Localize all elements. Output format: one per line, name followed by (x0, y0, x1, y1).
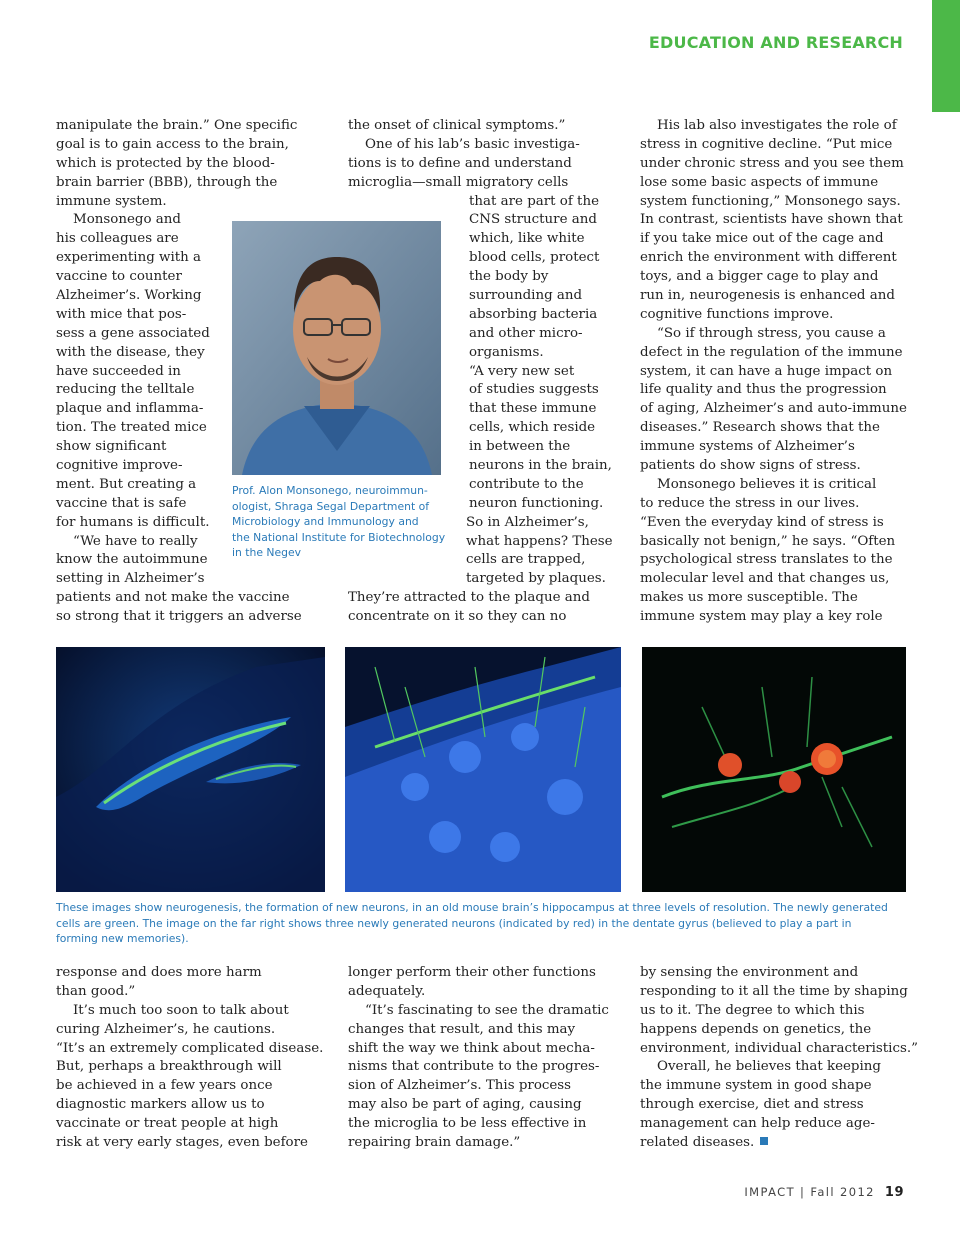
text-line: the body by (469, 269, 549, 285)
images-caption (56, 900, 906, 947)
text-line: system functioning,” Monsonego says. (640, 193, 901, 209)
text-line: vaccine to counter (56, 269, 182, 285)
text-line: immune system. (56, 193, 167, 209)
text-line: makes us more susceptible. The (640, 590, 858, 606)
text-line: may also be part of aging, causing (348, 1097, 582, 1113)
text-line: management can help reduce age- (640, 1116, 875, 1132)
text-line: molecular level and that changes us, (640, 571, 890, 587)
text-line: plaque and inflamma- (56, 401, 204, 417)
text-line: immune system may play a key role (640, 609, 883, 625)
text-line: In contrast, scientists have shown that (640, 212, 903, 228)
text-line: “We have to really (73, 533, 198, 549)
text-line: his colleagues are (56, 231, 179, 247)
text-line: “Even the everyday kind of stress is (640, 514, 884, 530)
text-line: concentrate on it so they can no (348, 609, 567, 625)
text-line: us to it. The degree to which this (640, 1002, 865, 1018)
article-column-3-bottom (640, 964, 918, 1153)
article-column-3-top (640, 117, 910, 627)
text-line: run in, neurogenesis is enhanced and (640, 288, 895, 304)
text-line: contribute to the (469, 476, 584, 492)
text-line: neuron functioning. (469, 495, 604, 511)
text-line: repairing brain damage.” (348, 1135, 521, 1151)
text-line: They’re attracted to the plaque and (348, 590, 590, 606)
text-line: show significant (56, 439, 167, 455)
text-line: related diseases. (640, 1134, 910, 1153)
caption-line: the National Institute for Biotechnology (232, 530, 446, 544)
text-line: organisms. (469, 344, 544, 360)
portrait-caption (232, 483, 447, 561)
text-line: to reduce the stress in our lives. (640, 495, 860, 511)
text-line: patients do show signs of stress. (640, 458, 861, 474)
microscopy-image-high-resolution (642, 647, 906, 892)
text-line: of aging, Alzheimer’s and auto-immune (640, 401, 907, 417)
text-line: But, perhaps a breakthrough will (56, 1059, 282, 1075)
text-line: goal is to gain access to the brain, (56, 136, 289, 152)
text-line: by sensing the environment and (640, 965, 859, 980)
portrait-photo (232, 221, 441, 475)
text-line: through exercise, diet and stress (640, 1097, 864, 1113)
text-line: patients and not make the vaccine (56, 590, 290, 606)
text-line: vaccine that is safe (56, 495, 187, 511)
text-line: responding to it all the time by shaping (640, 983, 908, 999)
end-of-article-mark (760, 1137, 768, 1145)
text-line: CNS structure and (469, 212, 597, 228)
caption-line: Prof. Alon Monsonego, neuroimmun- (232, 484, 428, 497)
text-line: It’s much too soon to talk about (73, 1002, 289, 1018)
text-line: Overall, he believes that keeping (657, 1059, 881, 1075)
text-line: the immune system in good shape (640, 1078, 872, 1094)
microscopy-image-low-resolution (56, 647, 325, 892)
text-line: with the disease, they (56, 344, 205, 360)
text-line: happens depends on genetics, the (640, 1021, 872, 1037)
text-line: with mice that pos- (56, 306, 187, 322)
text-line: blood cells, protect (469, 250, 600, 266)
text-line: vaccinate or treat people at high (56, 1116, 279, 1132)
text-line: Monsonego believes it is critical (657, 476, 877, 492)
text-line: of studies suggests (469, 382, 599, 398)
text-line: diseases.” Research shows that the (640, 420, 880, 436)
text-line: sess a gene associated (56, 325, 210, 341)
text-line: nisms that contribute to the progres- (348, 1059, 600, 1075)
text-line: so strong that it triggers an adverse (56, 609, 302, 625)
section-color-tab (932, 0, 960, 112)
text-line: tion. The treated mice (56, 420, 207, 436)
text-line: “A very new set (469, 363, 575, 379)
text-line: tions is to define and understand (348, 155, 572, 171)
text-line: Alzheimer’s. Working (56, 288, 202, 304)
text-line: be achieved in a few years once (56, 1078, 273, 1094)
page-footer (744, 1185, 904, 1200)
text-line: toys, and a bigger cage to play and (640, 269, 879, 285)
text-line: and other micro- (469, 325, 583, 341)
text-line: environment, individual characteristics.” (640, 1040, 918, 1056)
text-line: response and does more harm (56, 965, 262, 980)
section-label: EDUCATION AND RESEARCH (648, 33, 903, 52)
text-line: longer perform their other functions (348, 965, 596, 980)
text-line: for humans is difficult. (56, 514, 210, 530)
text-line: in between the (469, 439, 571, 455)
text-line: stress in cognitive decline. “Put mice (640, 136, 893, 152)
text-line: cells are trapped, (466, 552, 586, 568)
text-line: adequately. (348, 983, 426, 999)
text-line: the onset of clinical symptoms.” (348, 118, 566, 133)
text-line: cognitive improve- (56, 458, 183, 474)
text-line: experimenting with a (56, 250, 202, 266)
page-number: 19 (884, 1185, 904, 1200)
text-line: system, it can have a huge impact on (640, 363, 893, 379)
text-line: than good.” (56, 983, 136, 999)
text-line: that are part of the (469, 193, 599, 209)
text-line: brain barrier (BBB), through the (56, 174, 278, 190)
caption-line: Microbiology and Immunology and (232, 515, 419, 529)
text-line: His lab also investigates the role of (657, 118, 897, 133)
caption-line: cells are green. The image on the far right shows three newly generated neurons (indicated by red) in the dentate gyrus (believed to play a part in (56, 916, 852, 930)
text-line: One of his lab’s basic investiga- (365, 136, 580, 152)
text-line: “It’s fascinating to see the dramatic (365, 1002, 609, 1018)
text-line: know the autoimmune (56, 552, 208, 568)
text-line: psychological stress translates to the (640, 552, 893, 568)
text-line: “So if through stress, you cause a (657, 325, 886, 341)
text-line: Monsonego and (73, 212, 181, 228)
text-line: So in Alzheimer’s, (466, 514, 589, 530)
text-line: surrounding and (469, 288, 583, 304)
text-line: absorbing bacteria (469, 306, 598, 322)
caption-line: in the Negev (232, 546, 302, 560)
text-line: sion of Alzheimer’s. This process (348, 1078, 572, 1094)
caption-line: ologist, Shraga Segal Department of (232, 499, 430, 513)
caption-line: forming new memories). (56, 932, 189, 946)
caption-line: These images show neurogenesis, the formation of new neurons, in an old mouse brain’s hippocampus at three levels of resolution. The newly generated (56, 901, 888, 914)
text-line: the microglia to be less effective in (348, 1116, 587, 1132)
text-line: which is protected by the blood- (56, 155, 275, 171)
text-line: immune systems of Alzheimer’s (640, 439, 855, 455)
text-line: shift the way we think about mecha- (348, 1040, 595, 1056)
text-line: microglia—small migratory cells (348, 174, 569, 190)
text-line: enrich the environment with different (640, 250, 897, 266)
text-line: have succeeded in (56, 363, 181, 379)
text-line: targeted by plaques. (466, 571, 606, 587)
publication-name: IMPACT | Fall 2012 (744, 1185, 875, 1199)
text-line: setting in Alzheimer’s (56, 571, 205, 587)
text-line: manipulate the brain.” One specific (56, 118, 298, 133)
text-line: reducing the telltale (56, 382, 195, 398)
text-line: that these immune (469, 401, 597, 417)
article-column-1-bottom (56, 964, 326, 1153)
text-line: lose some basic aspects of immune (640, 174, 879, 190)
article-column-2-bottom (348, 964, 618, 1153)
text-line: diagnostic markers allow us to (56, 1097, 265, 1113)
text-line: basically not benign,” he says. “Often (640, 533, 896, 549)
text-line: life quality and thus the progression (640, 382, 887, 398)
text-line: changes that result, and this may (348, 1021, 576, 1037)
text-line: under chronic stress and you see them (640, 155, 904, 171)
text-line: “It’s an extremely complicated disease. (56, 1040, 324, 1056)
text-line: defect in the regulation of the immune (640, 344, 903, 360)
text-line: cognitive functions improve. (640, 306, 834, 322)
text-line: risk at very early stages, even before (56, 1135, 308, 1151)
text-line: if you take mice out of the cage and (640, 231, 884, 247)
microscopy-image-mid-resolution (345, 647, 621, 892)
text-line: what happens? These (466, 533, 613, 549)
text-line: curing Alzheimer’s, he cautions. (56, 1021, 276, 1037)
text-line: cells, which reside (469, 420, 596, 436)
text-line: neurons in the brain, (469, 458, 612, 474)
text-line: ment. But creating a (56, 476, 197, 492)
text-line: which, like white (469, 231, 585, 247)
